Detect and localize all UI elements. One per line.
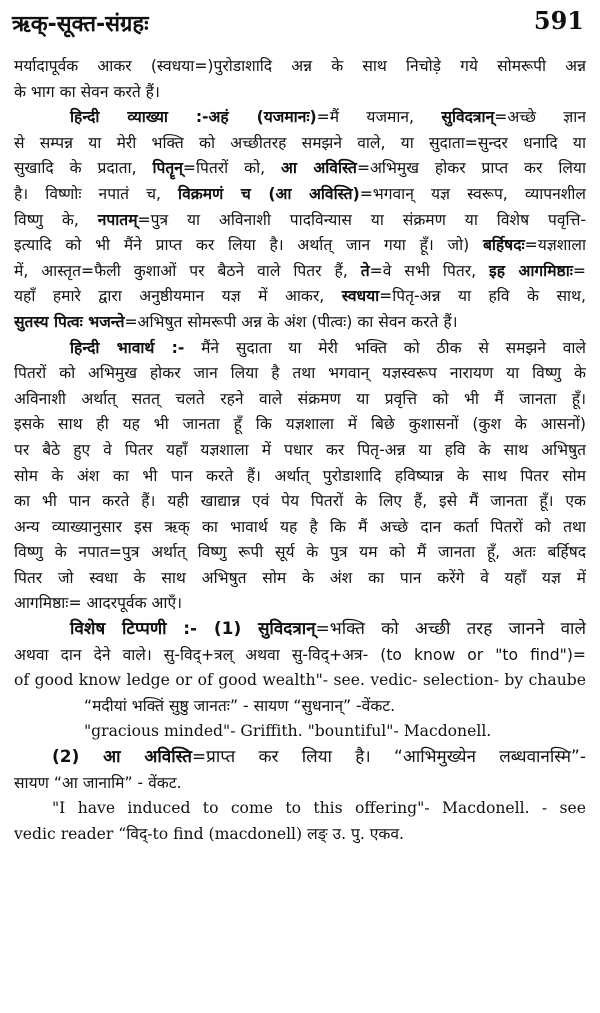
bold-term: नपातम् bbox=[97, 210, 138, 229]
text: अन्य व्याख्यानुसार इस ऋक् का भावार्थ यह है कि मैं अच्छे दान कर्ता पितरों को तथा bbox=[14, 517, 586, 536]
text: पितरों को अभिमुख होकर जान लिया है तथा भगवान् यज्ञस्वरूप नारायण या विष्णु के bbox=[14, 364, 586, 383]
text-line bbox=[14, 668, 586, 694]
text-line bbox=[14, 796, 586, 822]
text-line bbox=[14, 131, 586, 157]
tippani-heading-line bbox=[14, 617, 586, 643]
text: =वे सभी पितर, bbox=[369, 261, 490, 280]
text: है। विष्णोः नपातं च, bbox=[14, 184, 179, 203]
text-line bbox=[14, 54, 586, 80]
text: के भाग का सेवन करते हैं। bbox=[14, 82, 160, 101]
text: विष्णु के, bbox=[14, 210, 98, 229]
bhavarth-heading-line bbox=[14, 336, 586, 362]
text: “मदीयां भक्तिं सुष्ठु जानतः” - सायण “सुधनान्” -वेंकट. bbox=[84, 696, 396, 715]
bold-term: आ अविस्ति bbox=[281, 159, 357, 178]
text: पर बैठे हुए वे पितर यहाँ यज्ञशाला में पधार कर पितृ-अन्न या हवि के साथ अभिषुत bbox=[14, 440, 586, 459]
text: =भगवान् यज्ञ स्वरूप, व्यापनशील bbox=[359, 184, 586, 203]
text: पितर जो स्वधा के साथ अभिषुत सोम के अंश का पान करेंगे वे यहाँ यज्ञ में bbox=[14, 568, 586, 587]
text: इसके साथ ही यह भी जानता हूँ कि यज्ञशाला में बिछे कुशासनों (कुश के आसनों) bbox=[14, 415, 586, 434]
text-line bbox=[14, 745, 586, 771]
text: अविनाशी अर्थात् सतत् चलते रहने वाले संक्रमण या प्रवृत्ति को भी मैं जानता हूँ। bbox=[14, 389, 586, 408]
text: =अभिमुख होकर प्राप्त कर लिया bbox=[356, 159, 586, 178]
text: मर्यादापूर्वक आकर (स्वधया=)पुरोडाशादि अन्न के साथ निचोड़े गये सोमरूपी अन्न bbox=[14, 57, 586, 75]
heading-hindi-bhavarth: हिन्दी भावार्थ :- bbox=[70, 338, 185, 357]
text: सायण “आ जानामि” - वेंकट. bbox=[14, 773, 182, 792]
text-line bbox=[14, 80, 586, 106]
text-line bbox=[14, 259, 586, 285]
text-line bbox=[14, 387, 586, 413]
text: विष्णु के नपात=पुत्र अर्थात् विष्णु रूपी सूर्य के पुत्र यम को मैं जानता हूँ, अतः बर्हिषद bbox=[14, 543, 586, 562]
text-line bbox=[14, 489, 586, 515]
text: =अच्छे ज्ञान bbox=[494, 108, 586, 127]
text-line bbox=[14, 540, 586, 566]
text-line bbox=[14, 208, 586, 234]
text: = bbox=[572, 261, 586, 280]
text: आगमिष्ठाः= आदरपूर्वक आएँ। bbox=[14, 594, 183, 613]
text: vedic reader “विद्-to find (macdonell) लङ् उ. पु. एकव. bbox=[14, 824, 404, 843]
bold-term: पितॄन् bbox=[152, 159, 183, 178]
bold-term: (2) आ अविस्ति bbox=[52, 747, 192, 768]
text-line bbox=[14, 515, 586, 541]
bold-term: सुविदत्रान् bbox=[441, 108, 495, 127]
bold-term: स्वधया bbox=[341, 287, 380, 306]
text: =पुत्र या अविनाशी पादविन्यास या संक्रमण या विशेष पवृत्ति- bbox=[137, 210, 586, 229]
page-body bbox=[14, 54, 586, 847]
text-line bbox=[14, 156, 586, 182]
text-line bbox=[14, 591, 586, 617]
text-line bbox=[14, 412, 586, 438]
heading-hindi-vyakhya: हिन्दी व्याख्या :-अहं (यजमानः) bbox=[70, 108, 317, 127]
running-title: ऋक्-सूक्त-संग्रहः bbox=[12, 12, 149, 37]
text-line bbox=[14, 719, 586, 745]
text: =मैं यजमान, bbox=[316, 108, 442, 127]
bold-term: ते bbox=[360, 261, 370, 280]
text: मैंने सुदाता या मेरी भक्ति को ठीक से समझने वाले bbox=[184, 338, 586, 357]
page-header bbox=[12, 6, 588, 40]
text: =पितरों को, bbox=[182, 159, 281, 178]
text-line bbox=[14, 771, 586, 797]
text: "gracious minded"- Griffith. "bountiful"- Macdonell. bbox=[84, 722, 492, 741]
page-number: 591 bbox=[533, 6, 584, 35]
text: =यज्ञशाला bbox=[524, 236, 586, 255]
text-line bbox=[14, 284, 586, 310]
text-line bbox=[14, 643, 586, 669]
bold-term: विक्रमणं च (आ अविस्ति) bbox=[178, 184, 360, 203]
text-line bbox=[14, 361, 586, 387]
text: अथवा दान देने वाले। सु-विद्+त्रल् अथवा सु-विद्+अत्र- (to know or "to find")= bbox=[14, 645, 586, 664]
text-line bbox=[14, 822, 586, 848]
text-line bbox=[14, 694, 586, 720]
text: =प्राप्त कर लिया है। “आभिमुख्येन लब्धवानस्मि”- bbox=[191, 747, 586, 768]
text-line bbox=[14, 182, 586, 208]
text: =भक्ति को अच्छी तरह जानने वाले bbox=[315, 619, 586, 640]
text: of good know ledge or of good wealth"- see. vedic- selection- by chaube bbox=[14, 671, 586, 690]
text: का भी पान करते हैं। यही खाद्यान्न एवं पेय पितरों के लिए हैं, इसे मैं जानता हूँ। एक bbox=[14, 492, 586, 511]
text-line bbox=[14, 566, 586, 592]
bold-term: बर्हिषदः bbox=[482, 236, 525, 255]
text: सोम के अंश का भी पान करते हैं। अर्थात् पुरोडाशादि हविष्यान्न के साथ पितर सोम bbox=[14, 466, 586, 485]
text: में, आस्तृत=फैली कुशाओं पर बैठने वाले पितर हैं, bbox=[14, 261, 361, 280]
text: इत्यादि को भी मैंने प्राप्त कर लिया है। अर्थात् जान गया हूँ। जो) bbox=[14, 236, 483, 255]
vyakhya-heading-line bbox=[14, 105, 586, 131]
text: "I have induced to come to this offering"- Macdonell. - see bbox=[52, 799, 586, 818]
text: सुखादि के प्रदाता, bbox=[14, 159, 153, 178]
text-line bbox=[14, 438, 586, 464]
text-line bbox=[14, 464, 586, 490]
text: =पितृ-अन्न या हवि के साथ, bbox=[379, 287, 586, 306]
text: =अभिषुत सोमरूपी अन्न के अंश (पीत्वः) का सेवन करते हैं। bbox=[124, 312, 458, 331]
bold-term: इह आगमिष्ठाः bbox=[489, 261, 573, 280]
text: यहाँ हमारे द्वारा अनुष्ठीयमान यज्ञ में आकर, bbox=[14, 287, 342, 306]
heading-vishesh-tippani: विशेष टिप्पणी :- (1) सुविदत्रान् bbox=[70, 619, 316, 640]
bold-term: सुतस्य पित्वः भजन्ते bbox=[14, 312, 125, 331]
text-line bbox=[14, 310, 586, 336]
text-line bbox=[14, 233, 586, 259]
text: से सम्पन्न या मेरी भक्ति को अच्छीतरह समझने वाले, या सुदाता=सुन्दर धनादि या bbox=[14, 133, 586, 152]
